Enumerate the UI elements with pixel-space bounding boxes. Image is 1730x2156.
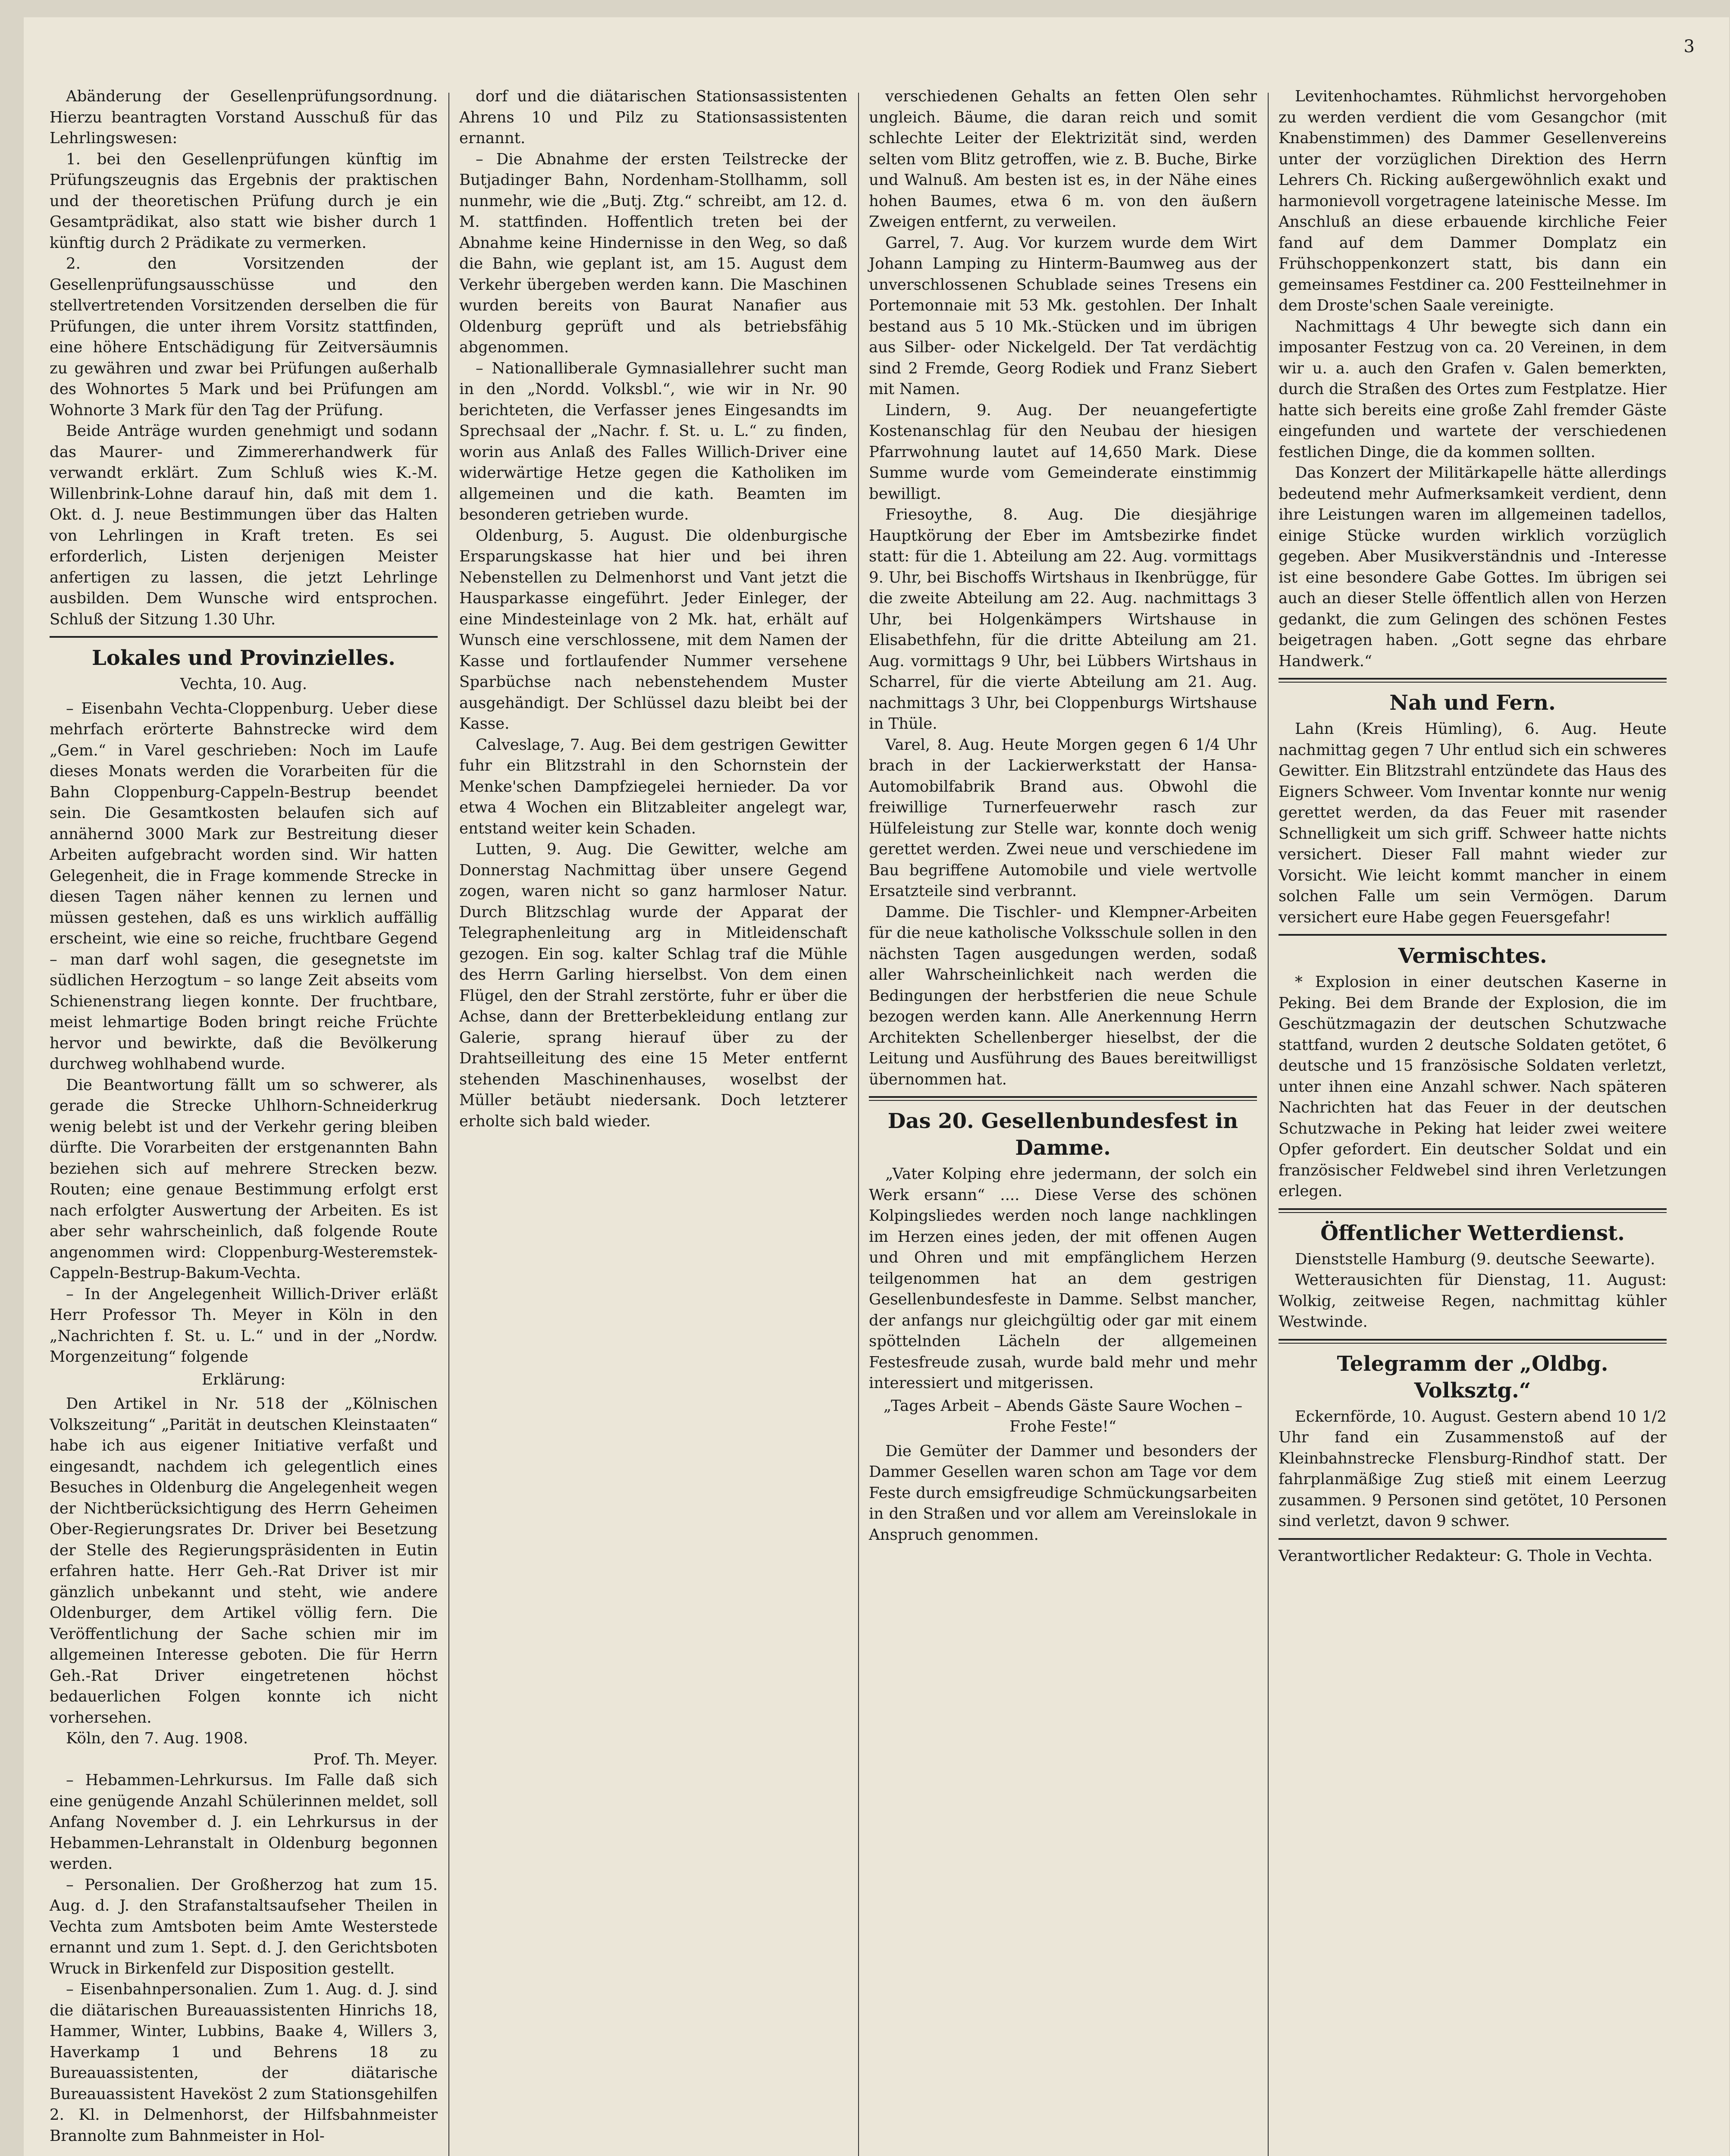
divider [1279,1208,1667,1213]
paragraph: Oldenburg, 5. August. Die oldenburgische Ersparungskasse hat hier und bei ihren Nebenstellen zu Delmenhorst und Vant jetzt die Hausparkasse eingeführt. Jeder Einleger, der eine Mindesteinlage von 2 Mk. hat, erhält auf Wunsch eine verschlossene, mit dem Namen der Kasse und fortlaufender Nummer versehene Sparbüchse nach nebenstehendem Muster ausgehändigt. Der Schlüssel dazu bleibt bei der Kasse. [459,526,847,733]
paragraph: Den Artikel in Nr. 518 der „Kölnischen Volkszeitung“ „Parität in deutschen Kleinstaaten“ habe ich aus eigener Initiative verfaßt und eingesandt, nachdem ich gelegentlich eines Besuches in Oldenburg die Angelegenheit wegen der Nichtberücksichtigung des Herrn Geheimen Ober-Regierungsrates Dr. Driver bei Besetzung der Stelle des Regierungspräsidenten in Eutin erfahren hatte. Herr Geh.-Rat Driver ist mir gänzlich unbekannt und steht, wie andere Oldenburger, dem Artikel völlig fern. Die Veröffentlichung der Sache schien mir im allgemeinen Interesse geboten. Die für Herrn Geh.-Rat Driver eingetretenen höchst bedauerlichen Folgen konnte ich nicht vorhersehen. [50,1395,438,1727]
paragraph: Varel, 8. Aug. Heute Morgen gegen 6 1/4 Uhr brach in der Lackierwerkstatt der Hansa-Automobilfabrik Brand aus. Obwohl die freiwillige Turnerfeuerwehr rasch zur Hülfeleistung zur Stelle war, konnte doch wenig gerettet werden. Zwei neue und verschiedene im Bau begriffene Automobile und viele wertvolle Ersatzteile sind verbrannt. [869,736,1257,900]
paragraph: Köln, den 7. Aug. 1908. [66,1730,248,1747]
paragraph: Die Beantwortung fällt um so schwerer, als gerade die Strecke Uhlhorn-Schneiderkrug wenig belebt ist und der Verkehr gering bleiben dürfte. Die Vorarbeiten der erstgenannten Bahn beziehen sich auf mehrere Strecken bezw. Routen; eine genaue Bestimmung erfolgt erst nach erfolgter Auswertung der Arbeiten. Es ist aber sehr wahrscheinlich, daß folgende Route angenommen wird: Cloppenburg-Westeremstek-Cappeln-Bestrup-Bakum-Vechta. [50,1076,438,1282]
page-number: 3 [1683,37,1695,56]
divider [1279,1538,1667,1540]
paragraph: – Personalien. Der Großherzog hat zum 15. Aug. d. J. den Strafanstaltsaufseher Theilen in Vechta zum Amtsboten beim Amte Westerstede ernannt und zum 1. Sept. d. J. den Gerichtsboten Wruck in Birkenfeld zur Disposition gestellt. [50,1876,438,1977]
column-divider [448,93,449,2156]
divider [1279,678,1667,683]
divider [869,1096,1257,1101]
paragraph: 1. bei den Gesellenprüfungen künftig im Prüfungszeugnis das Ergebnis der praktischen und der theoretischen Prüfung durch je ein Gesamtprädikat, also statt wie bisher durch 1 künftig durch 2 Prädikate zu vermerken. [50,150,438,252]
paragraph: Dienststelle Hamburg (9. deutsche Seewarte). [1295,1250,1655,1268]
section-heading: Vermischtes. [1398,944,1547,968]
column-3 [869,86,1257,1545]
paragraph: – Hebammen-Lehrkursus. Im Falle daß sich eine genügende Anzahl Schülerinnen meldet, soll Anfang November d. J. ein Lehrkursus in der Hebammen-Lehranstalt in Oldenburg begonnen werden. [50,1771,438,1873]
paragraph: 2. den Vorsitzenden der Gesellenprüfungsausschüsse und den stellvertretenden Vorsitzenden derselben die für Prüfungen, die unter ihrem Vorsitz stattfinden, eine höhere Entschädigung für Zeitversäumnis zu gewähren und zwar bei Prüfungen außerhalb des Wohnortes 5 Mark und bei Prüfungen am Wohnorte 3 Mark für den Tag der Prüfung. [50,255,438,419]
paragraph: Eckernförde, 10. August. Gestern abend 10 1/2 Uhr fand ein Zusammenstoß auf der Kleinbahnstrecke Flensburg-Rindhof statt. Der fahrplanmäßige Zug stieß mit einem Leerzug zusammen. 9 Personen sind getötet, 10 Personen sind verletzt, davon 9 schwer. [1279,1407,1667,1530]
column-divider [858,93,859,2156]
paragraph: Nachmittags 4 Uhr bewegte sich dann ein imposanter Festzug von ca. 20 Vereinen, in dem wir u. a. auch den Grafen v. Galen bemerkten, durch die Straßen des Ortes zum Festplatze. Hier hatte sich bereits eine große Zahl fremder Gäste eingefunden und wartete der verschiedenen festlichen Dinge, die da kommen sollten. [1279,317,1667,461]
paragraph: Abänderung der Gesellenprüfungsordnung. Hierzu beantragten Vorstand Ausschuß für das Lehrlingswesen: [50,88,438,147]
paragraph: – Eisenbahnpersonalien. Zum 1. Aug. d. J. sind die diätarischen Bureauassistenten Hinrichs 18, Hammer, Winter, Lubbins, Baake 4, Willers 3, Haverkamp 1 und Behrens 18 zu Bureauassistenten, der diätarische Bureauassistent Haveköst 2 zum Stationsgehilfen 2. Kl. in Delmenhorst, der Hilfsbahnmeister Brannolte zum Bahnmeister in Hol- [50,1981,438,2145]
divider [1279,934,1667,936]
paragraph: Lutten, 9. Aug. Die Gewitter, welche am Donnerstag Nachmittag über unsere Gegend zogen, waren nicht so ganz harmloser Natur. Durch Blitzschlag wurde der Apparat der Telegraphenleitung arg in Mitleidenschaft gezogen. Ein sog. kalter Schlag traf die Mühle des Herrn Garling hierselbst. Von dem einen Flügel, den der Strahl zerstörte, fuhr er über die Achse, dann der Bretterbekleidung entlang zur Galerie, sprang hierauf über zu der Drahtseilleitung des eine 15 Meter entfernt stehenden Maschinenhauses, woselbst der Müller betäubt niedersank. Doch letzterer erholte sich bald wieder. [459,840,847,1130]
paragraph: Garrel, 7. Aug. Vor kurzem wurde dem Wirt Johann Lamping zu Hinterm-Baumweg aus der unverschlossenen Schublade seines Tresens ein Portemonnaie mit 53 Mk. gestohlen. Der Inhalt bestand aus 5 10 Mk.-Stücken und im übrigen aus Silber- oder Nickelgeld. Der Tat verdächtig sind 2 Fremde, Georg Rodiek und Franz Siebert mit Namen. [869,234,1257,398]
paragraph: Lindern, 9. Aug. Der neuangefertigte Kostenanschlag für den Neubau der hiesigen Pfarrwohnung lautet auf 14,650 Mark. Diese Summe wurde vom Gemeinderate einstimmig bewilligt. [869,401,1257,503]
paragraph: dorf und die diätarischen Stationsassistenten Ahrens 10 und Pilz zu Stationsassistenten ernannt. [459,88,847,147]
newspaper-page [24,17,1729,2156]
paragraph: Wetterausichten für Dienstag, 11. August: Wolkig, zeitweise Regen, nachmittag kühler Westwinde. [1279,1271,1667,1331]
paragraph: Damme. Die Tischler- und Klempner-Arbeiten für die neue katholische Volksschule sollen in den nächsten Tagen ausgedungen werden, sodaß aller Wahrscheinlichkeit nach werden die Bedingungen der herbstferien die neue Schule bezogen werden kann. Alle Anerkennung Herrn Architekten Schellenberger hieselbst, der die Leitung und Ausführung des Baues bereitwilligst übernommen hat. [869,903,1257,1088]
paragraph: Lahn (Kreis Hümling), 6. Aug. Heute nachmittag gegen 7 Uhr entlud sich ein schweres Gewitter. Ein Blitzstrahl entzündete das Haus des Eigners Schweer. Vom Inventar konnte nur wenig gerettet werden, da das Feuer mit rasender Schnelligkeit um sich griff. Schweer hatte nichts versichert. Dieser Fall mahnt wieder zur Vorsicht. Wie leicht kommt mancher in einem solchen Falle um sein Vermögen. Darum versichert eure Habe gegen Feuersgefahr! [1279,720,1667,926]
footer-editor: Verantwortlicher Redakteur: G. Thole in Vechta. [1279,1547,1653,1565]
paragraph: * Explosion in einer deutschen Kaserne in Peking. Bei dem Brande der Explosion, die im Geschützmagazin der deutschen Schutzwache stattfand, wurden 2 deutsche Soldaten getötet, 6 deutsche und 15 französische Soldaten verletzt, unter ihnen eine Anzahl schwer. Nach späteren Nachrichten hat das Feuer in der deutschen Schutzwache in Peking hat leider zwei weitere Opfer gefordert. Ein deutscher Soldat und ein französischer Feldwebel sind ihren Verletzungen erlegen. [1279,973,1667,1200]
dateline: Vechta, 10. Aug. [180,675,307,693]
divider [50,636,438,638]
paragraph: Die Gemüter der Dammer und besonders der Dammer Gesellen waren schon am Tage vor dem Feste durch emsigfreudige Schmückungsarbeiten in den Straßen und vor allem am Vereinslokale in Anspruch genommen. [869,1442,1257,1544]
divider [1279,1339,1667,1344]
paragraph: „Vater Kolping ehre jedermann, der solch ein Werk ersann“ .... Diese Verse des schönen Kolpingsliedes werden noch lange nachklingen im Herzen eines jeden, der mit offenen Augen und Ohren und mit empfänglichem Herzen teilgenommen hat an dem gestrigen Gesellenbundesfeste in Damme. Selbst mancher, der anfangs nur gleichgültig oder gar mit einem spöttelnden Lächeln der allgemeinen Festesfreude zusah, wurde bald mehr und mehr interessiert und mitgerissen. [869,1165,1257,1392]
column-divider [1268,93,1269,2156]
subheading: Erklärung: [201,1370,286,1388]
verse: „Tages Arbeit – Abends Gäste Saure Wochen – Frohe Feste!“ [883,1397,1243,1435]
section-heading: Das 20. Gesellenbundesfest in Damme. [887,1109,1238,1160]
paragraph: – Nationalliberale Gymnasiallehrer sucht man in den „Nordd. Volksbl.“, wie wir in Nr. 90 berichteten, die Verfasser jenes Eingesandts im Sprechsaal der „Nachr. f. St. u. L.“ zu finden, worin aus Anlaß des Falles Willich-Driver eine widerwärtige Hetze gegen die Katholiken im allgemeinen und die kath. Beamten im besonderen getrieben wurde. [459,359,847,523]
paragraph: – Eisenbahn Vechta-Cloppenburg. Ueber diese mehrfach erörterte Bahnstrecke wird dem „Gem.“ in Varel geschrieben: Noch im Laufe dieses Monats werden die Vorarbeiten für die Bahn Cloppenburg-Cappeln-Bestrup beendet sein. Die Gesamtkosten belaufen sich auf annähernd 3000 Mark zur Bestreitung dieser Arbeiten aufgebracht worden sind. Wir hatten Gelegenheit, die in Frage kommende Strecke in diesen Tagen näher kennen zu lernen und müssen gestehen, daß es uns wirklich auffällig erscheint, wie eine so reiche, fruchtbare Gegend – man darf wohl sagen, die gesegnetste im südlichen Herzogtum – so lange Zeit abseits vom Schienenstrang liegen konnte. Der fruchtbare, meist lehmartige Boden bringt reiche Früchte hervor und bewirkte, daß die Bevölkerung durchweg wohlhabend wurde. [50,699,438,1073]
paragraph: Beide Anträge wurden genehmigt und sodann das Maurer- und Zimmererhandwerk für verwandt erklärt. Zum Schluß wies K.-M. Willenbrink-Lohne darauf hin, daß mit dem 1. Okt. d. J. neue Bestimmungen über das Halten von Lehrlingen in Kraft treten. Es sei erforderlich, Listen derjenigen Meister anfertigen zu lassen, die jetzt Lehrlinge ausbilden. Dem Wunsche wird entsprochen. Schluß der Sitzung 1.30 Uhr. [50,422,438,628]
column-4 [1279,86,1667,1567]
paragraph: – Die Abnahme der ersten Teilstrecke der Butjadinger Bahn, Nordenham-Stollhamm, soll nunmehr, wie die „Butj. Ztg.“ schreibt, am 12. d. M. stattfinden. Hoffentlich treten bei der Abnahme keine Hindernisse in den Weg, so daß die Bahn, wie geplant ist, am 15. August dem Verkehr übergeben werden kann. Die Maschinen wurden bereits von Baurat Nanafier aus Oldenburg geprüft und als betriebsfähig abgenommen. [459,150,847,356]
paragraph: verschiedenen Gehalts an fetten Olen sehr ungleich. Bäume, die daran reich und somit schlechte Leiter der Elektrizität sind, werden selten vom Blitz getroffen, wie z. B. Buche, Birke und Walnuß. Am besten ist es, in der Nähe eines hohen Baumes, etwa 6 m. von den äußern Zweigen entfernt, zu verweilen. [869,88,1257,231]
paragraph: Friesoythe, 8. Aug. Die diesjährige Hauptkörung der Eber im Amtsbezirke findet statt: für die 1. Abteilung am 22. Aug. vormittags 9. Uhr, bei Bischoffs Wirtshaus in Ikenbrügge, für die zweite Abteilung am 22. Aug. nachmittags 3 Uhr, bei Holgenkämpers Wirtshause in Elisabethfehn, für die dritte Abteilung am 21. Aug. vormittags 9 Uhr, bei Lübbers Wirtshaus in Scharrel, für die vierte Abteilung am 21. Aug. nachmittags 3 Uhr, bei Cloppenburgs Wirtshause in Thüle. [869,506,1257,733]
paragraph: – In der Angelegenheit Willich-Driver erläßt Herr Professor Th. Meyer in Köln in den „Nachrichten f. St. u. L.“ und in der „Nordw. Morgenzeitung“ folgende [50,1285,438,1366]
paragraph: Levitenhochamtes. Rühmlichst hervorgehoben zu werden verdient die vom Gesangchor (mit Knabenstimmen) des Dammer Gesellenvereins unter der vorzüglichen Direktion des Herrn Lehrers Ch. Ricking außergewöhnlich exakt und harmonievoll vorgetragene lateinische Messe. Im Anschluß an diese erbauende kirchliche Feier fand auf dem Dammer Domplatz ein Frühschoppenkonzert statt, bis dann ein gemeinsames Festdiner ca. 200 Festteilnehmer in dem Droste'schen Saale vereinigte. [1279,88,1667,314]
section-heading: Lokales und Provinzielles. [92,646,395,670]
paragraph: Calveslage, 7. Aug. Bei dem gestrigen Gewitter fuhr ein Blitzstrahl in den Schornstein der Menke'schen Dampfziegelei hernieder. Da vor etwa 4 Wochen ein Blitzableiter angelegt war, entstand weiter kein Schaden. [459,736,847,837]
signature: Prof. Th. Meyer. [313,1750,438,1768]
column-2 [459,86,847,1132]
column-1 [50,86,438,2147]
paragraph: Das Konzert der Militärkapelle hätte allerdings bedeutend mehr Aufmerksamkeit verdient, denn ihre Leistungen waren im allgemeinen tadellos, einige Stücke wurden wirklich vorzüglich gegeben. Aber Musikverständnis und -Interesse ist eine besondere Gabe Gottes. Im übrigen sei auch an dieser Stelle öffentlich allen von Herzen gedankt, die zum Gelingen des schönen Festes beigetragen haben. „Gott segne das ehrbare Handwerk.“ [1279,464,1667,670]
section-heading: Öffentlicher Wetterdienst. [1320,1221,1625,1245]
section-heading: Nah und Fern. [1389,691,1556,715]
section-heading: Telegramm der „Oldbg. Volksztg.“ [1337,1351,1608,1403]
